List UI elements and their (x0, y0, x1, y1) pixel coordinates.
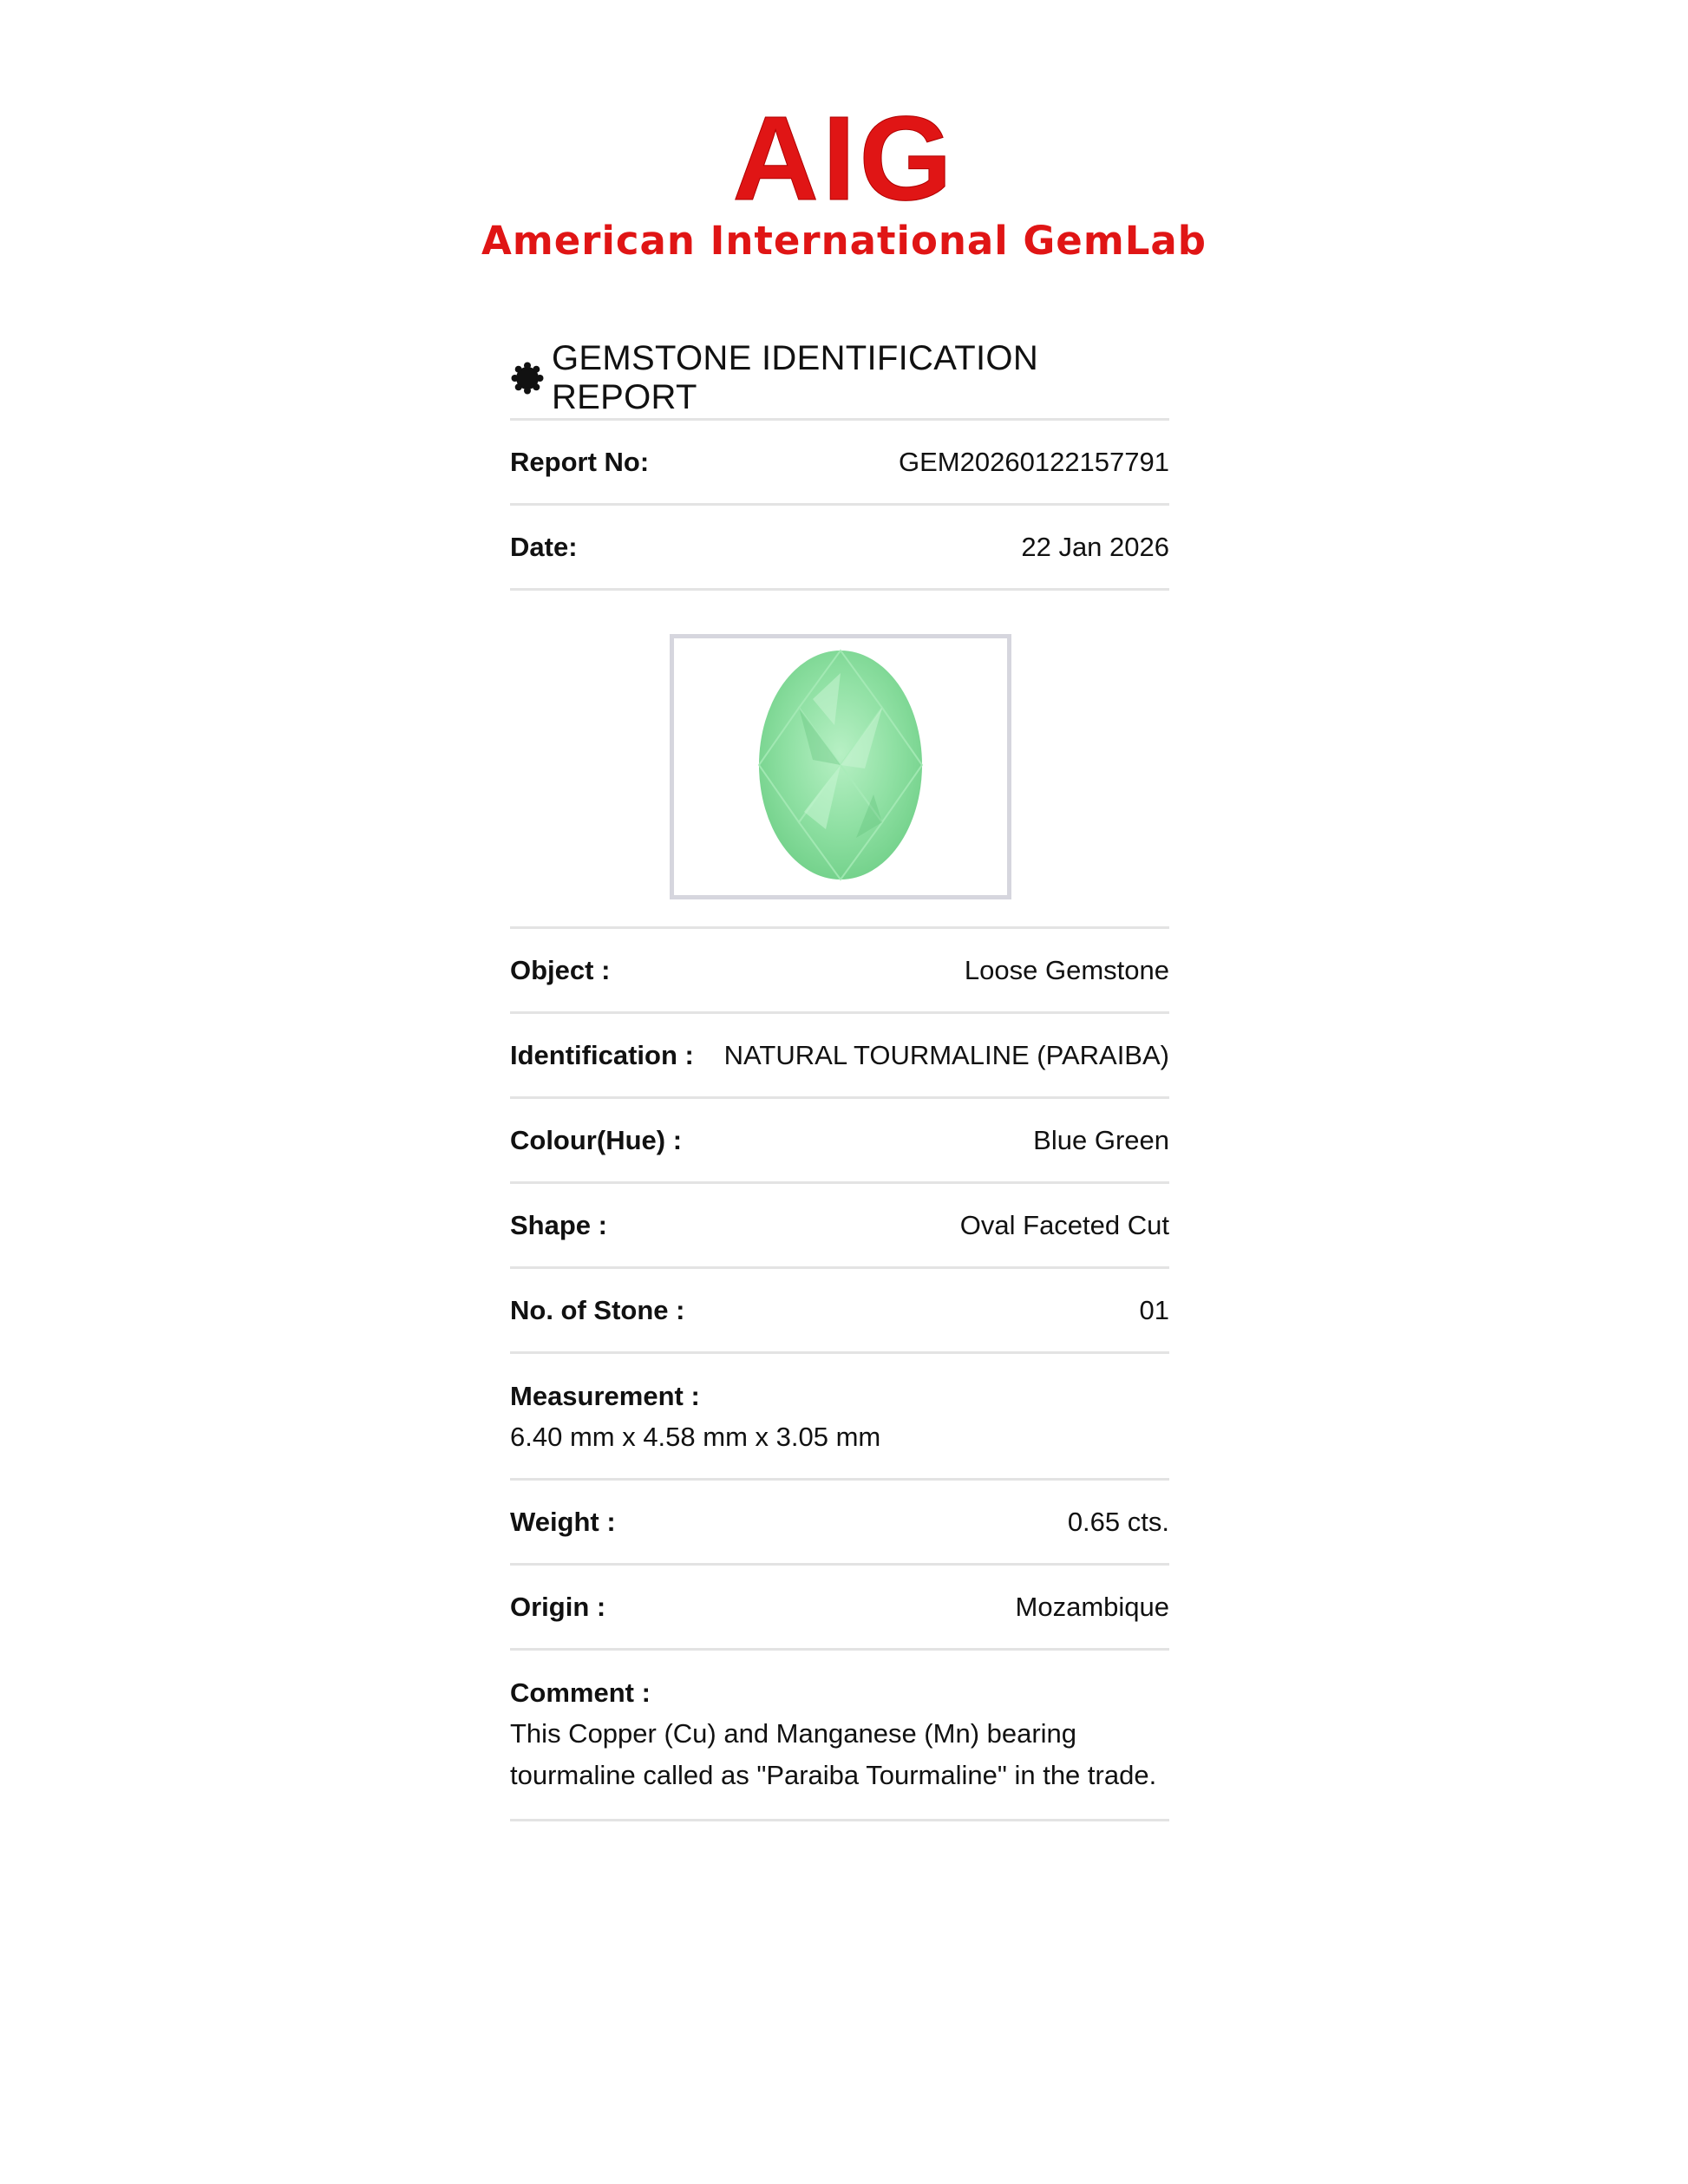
object-value: Loose Gemstone (964, 954, 1169, 985)
logo-lab-name: American International GemLab (481, 218, 1207, 264)
date-row (510, 506, 1169, 591)
stone-count-label: No. of Stone : (510, 1294, 685, 1325)
colour-label: Colour(Hue) : (510, 1124, 683, 1155)
colour-value: Blue Green (1033, 1124, 1169, 1155)
identification-value: NATURAL TOURMALINE (PARAIBA) (723, 1039, 1169, 1070)
object-row (510, 929, 1169, 1014)
weight-value: 0.65 cts. (1067, 1506, 1169, 1537)
stone-count-row (510, 1269, 1169, 1354)
stone-count-value: 01 (1139, 1294, 1169, 1325)
comment-row (510, 1651, 1169, 1821)
shape-value: Oval Faceted Cut (959, 1209, 1169, 1240)
origin-value: Mozambique (1015, 1591, 1169, 1622)
weight-row (510, 1481, 1169, 1566)
origin-label: Origin : (510, 1591, 606, 1622)
report-card (510, 338, 1169, 1821)
report-number-row (510, 421, 1169, 506)
measurement-label: Measurement : (510, 1381, 700, 1411)
comment-label: Comment : (510, 1677, 651, 1708)
shape-row (510, 1184, 1169, 1269)
identification-row (510, 1014, 1169, 1099)
shape-label: Shape : (510, 1209, 607, 1240)
object-label: Object : (510, 954, 611, 985)
date-value: 22 Jan 2026 (1021, 531, 1169, 562)
lab-logo (0, 92, 1688, 265)
weight-label: Weight : (510, 1506, 616, 1537)
measurement-value: 6.40 mm x 4.58 mm x 3.05 mm (510, 1422, 881, 1452)
identification-label: Identification : (510, 1039, 694, 1070)
report-number-value: GEM20260122157791 (899, 446, 1169, 477)
comment-value: This Copper (Cu) and Manganese (Mn) bearing tourmaline called as "Paraiba Tourmaline" in the trade. (510, 1718, 1157, 1790)
report-title: GEMSTONE IDENTIFICATION REPORT (552, 338, 1039, 416)
report-heading (510, 338, 1169, 421)
photo-section (510, 591, 1169, 929)
origin-row (510, 1566, 1169, 1651)
report-number-label: Report No: (510, 446, 650, 477)
gemstone-photo (670, 634, 1011, 899)
date-label: Date: (510, 531, 578, 562)
measurement-row (510, 1354, 1169, 1481)
seal-badge-icon (510, 361, 545, 396)
colour-row (510, 1099, 1169, 1184)
logo-mark: AIG (732, 92, 956, 226)
